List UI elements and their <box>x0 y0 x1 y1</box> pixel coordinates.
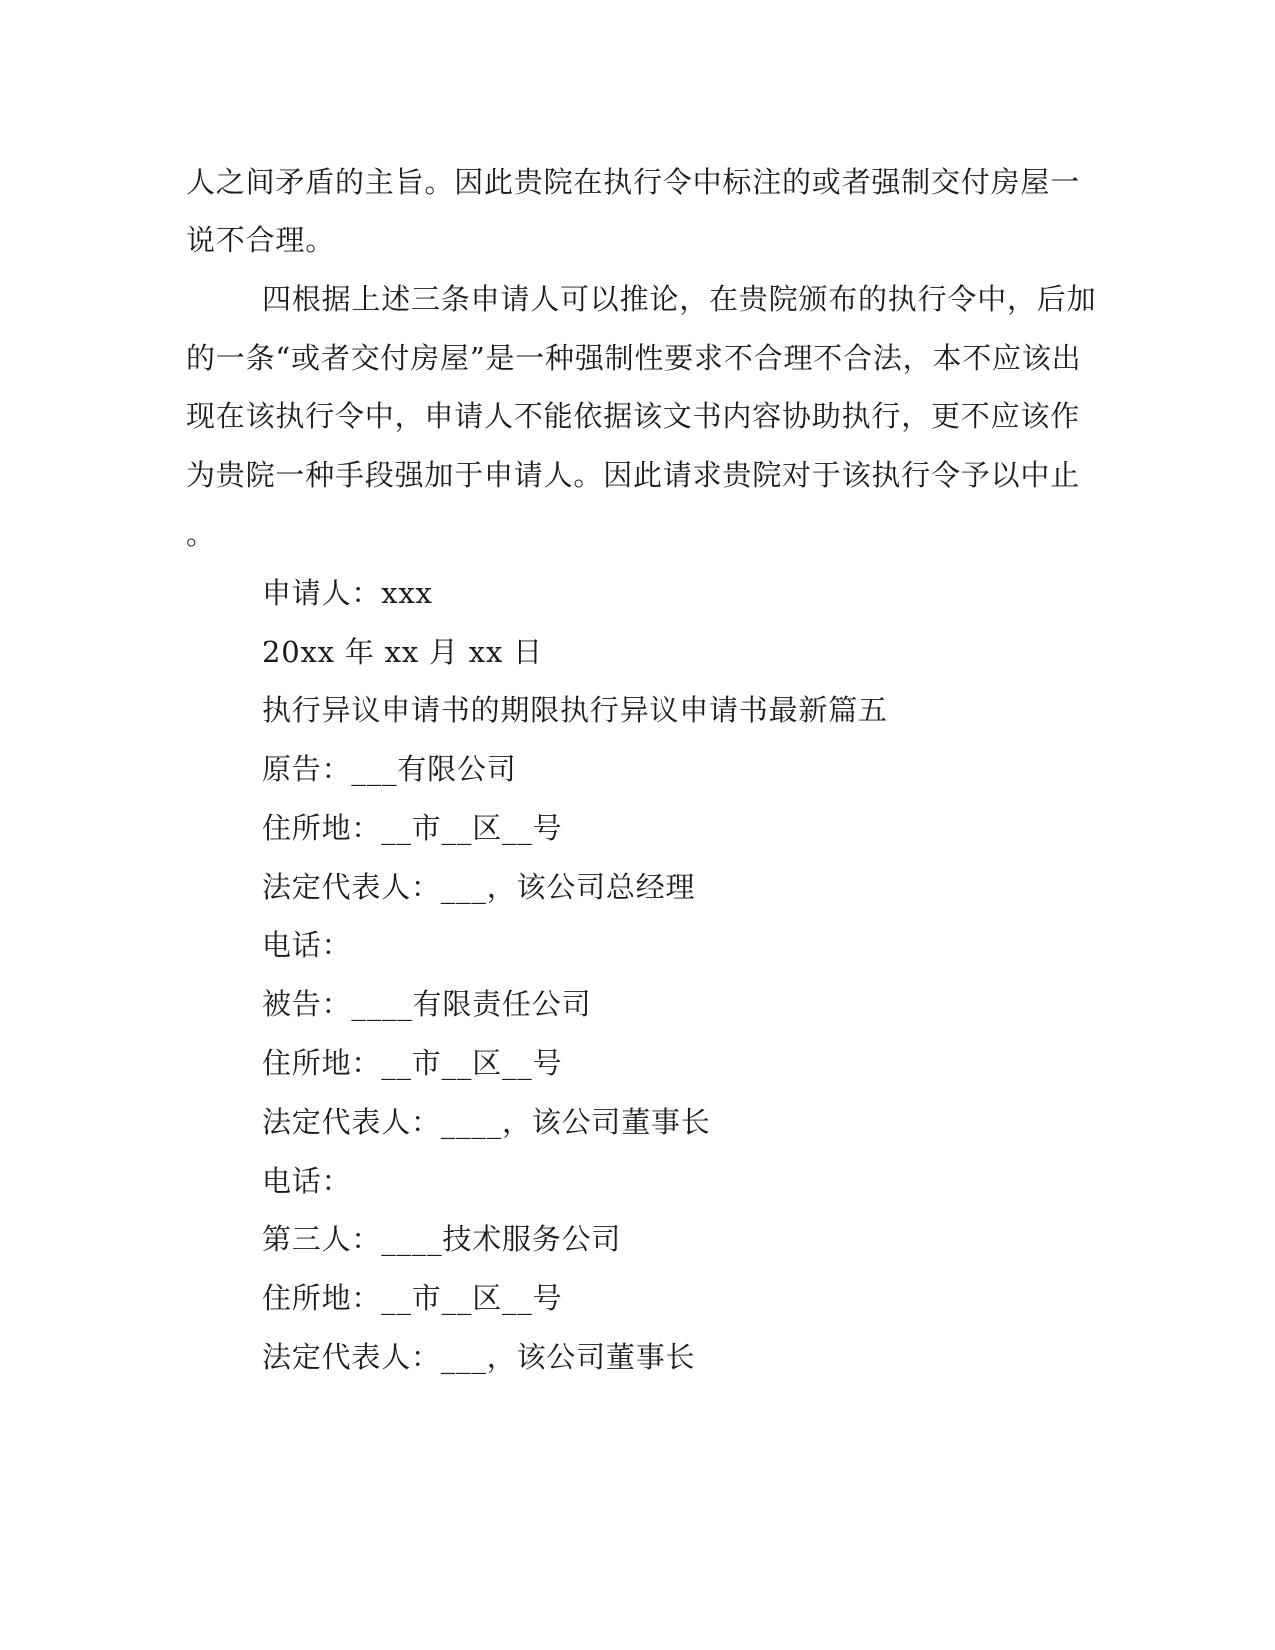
body-line: 人之间矛盾的主旨。因此贵院在执行令中标注的或者强制交付房屋一 <box>186 165 1081 199</box>
body-line: 为贵院一种手段强加于申请人。因此请求贵院对于该执行令予以中止 <box>186 458 1081 492</box>
defendant-address: 住所地：__市__区__号 <box>262 1046 563 1080</box>
defendant-representative: 法定代表人：____，该公司董事长 <box>262 1105 711 1139</box>
third-party-representative: 法定代表人：___，该公司董事长 <box>262 1340 696 1374</box>
defendant-name: 被告：____有限责任公司 <box>262 987 592 1021</box>
plaintiff-phone: 电话： <box>262 928 352 962</box>
body-line: 说不合理。 <box>186 223 336 257</box>
body-line: 。 <box>186 517 216 551</box>
third-party-address: 住所地：__市__区__号 <box>262 1281 563 1315</box>
signature-date: 20xx 年 xx 月 xx 日 <box>262 635 543 669</box>
plaintiff-name: 原告：___有限公司 <box>262 752 517 786</box>
body-line: 现在该执行令中，申请人不能依据该文书内容协助执行，更不应该作 <box>186 399 1081 433</box>
third-party-name: 第三人：____技术服务公司 <box>262 1222 622 1256</box>
section-title: 执行异议申请书的期限执行异议申请书最新篇五 <box>262 693 888 727</box>
plaintiff-address: 住所地：__市__区__号 <box>262 811 563 845</box>
plaintiff-representative: 法定代表人：___，该公司总经理 <box>262 870 696 904</box>
body-line: 的一条“或者交付房屋”是一种强制性要求不合理不合法，本不应该出 <box>186 341 1082 375</box>
applicant-signature: 申请人：xxx <box>262 576 433 610</box>
body-line: 四根据上述三条申请人可以推论，在贵院颁布的执行令中，后加 <box>262 282 1097 316</box>
defendant-phone: 电话： <box>262 1164 352 1198</box>
